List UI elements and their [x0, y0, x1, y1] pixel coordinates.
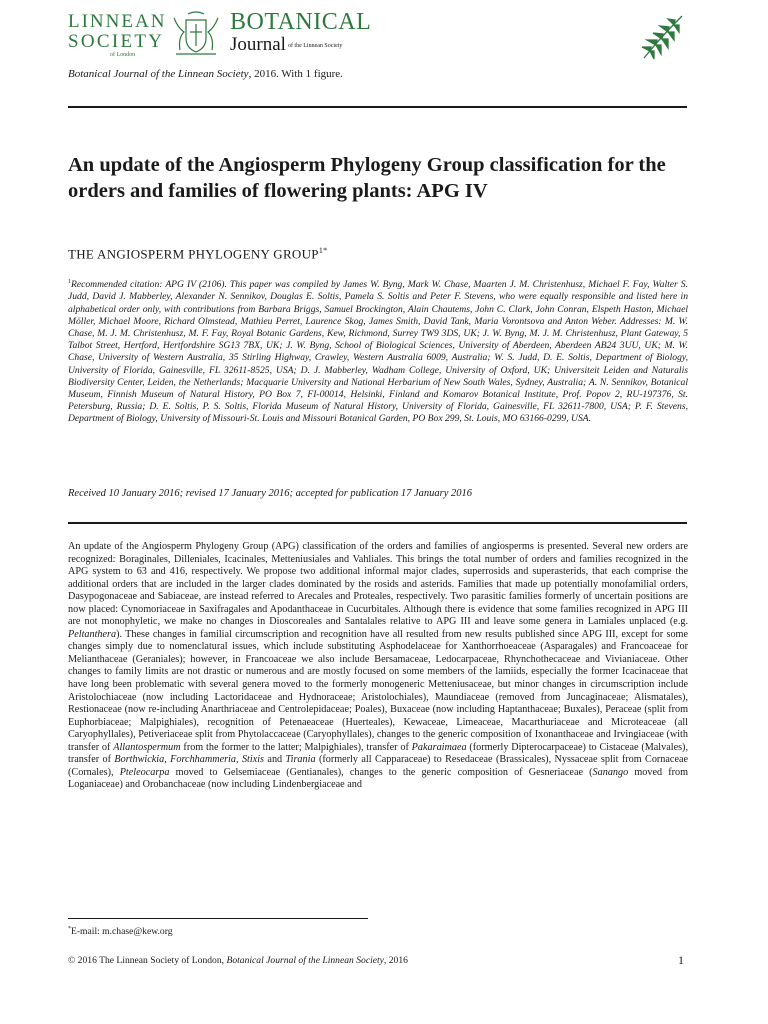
abstract-italic: Sanango — [592, 766, 629, 778]
abstract-italic: Peltanthera — [68, 628, 117, 640]
abstract-text: An update of the Angiosperm Phylogeny Group (APG) classification of the orders and families of angiosperms is presented. Several new orders are recognized: Boraginales, Dilleniales, Icacinales, Metteniusiales and Vahliales. This brings the total number of orders and families recognized in the APG system to 63 and 416, respectively. We propose two additional informal major clades, superrosids and superasterids, that each comprise the additional orders that are included in the larger clades dominated by the rosids and asterids. Families that made up potentially monofamilial orders, Dasypogonaceae and Sabiaceae, are instead referred to Arecales and Proteales, respectively. Two parasitic families formerly of uncertain positions are now placed: Cynomoriaceae in Saxifragales and Apodanthaceae in Cucurbitales. Although there is evidence that some families recognized in APG III are not monophyletic, we make no changes in Dioscoreales and Santalales relative to APG III and leave some genera in Lamiales unplaced (e.g. — [68, 541, 688, 628]
abstract-text: ). These changes in familial circumscription and recognition have all resulted from new results published since APG III, except for some changes simply due to nomenclatural issues, which include substituting Asphodelaceae for Xanthorrhoeaceae (Asparagales) and Francoaceae for Melianthaceae (Geraniales); however, in Francoaceae we also include Bersamaceae, Ledocarpaceae, Rhynchothecaceae and Vivianiaceae. Other changes to family limits are not drastic or numerous and are mostly focused on some members of the lamiids, especially the former Icacinaceae that have long been problematic with several genera moved to the formerly monogeneric Metteniusaceae, but minor changes in circumscription include Aristolochiaceae (now including Lactoridaceae and Hydnoraceae; Aristolochiales), Maundiaceae (removed from Juncaginaceae; Alismatales), Restionaceae (now re-including Anarthriaceae and Centrolepidaceae; Poales), Buxaceae (now including Haptanthaceae; Buxales), Peraceae (split from Euphorbiaceae; Malpighiales), recognition of Petenaeaceae (Huerteales), Kewaceae, Limeaceae, Macarthuriaceae and Microteaceae (all Caryophyllales), Petiveriaceae split from Phytolaccaceae (Caryophyllales), changes to the generic composition of Ixonanthaceae and Irvingiaceae (with transfer of — [68, 628, 688, 753]
citation-journal: Botanical Journal of the Linnean Society — [68, 68, 249, 80]
society-crest-icon — [166, 10, 226, 60]
email-text: E-mail: m.chase@kew.org — [71, 926, 173, 938]
corresponding-email — [68, 926, 173, 937]
journal-masthead — [68, 10, 688, 62]
abstract-italic: Forchhammeria — [170, 754, 236, 766]
abstract-text: moved from Loganiaceae) and Orobanchaceae (now including Lindenbergiaceae and — [68, 766, 689, 791]
article-authors — [68, 246, 327, 262]
society-line3: of London — [110, 52, 136, 58]
footnote-rule — [68, 918, 368, 919]
abstract-italic: Pakaraimaea — [411, 741, 467, 753]
abstract-text: (formerly all Capparaceae) to Resedaceae (Brassicales), Nyssaceae split from Cornaceae (Cornales), — [68, 754, 689, 778]
abstract-text: and — [264, 754, 286, 766]
abstract-text: from the former to the latter; Malpighiales), transfer of — [180, 741, 412, 753]
society-line1: LINNEAN — [68, 11, 167, 32]
authors-name: THE ANGIOSPERM PHYLOGENY GROUP — [68, 246, 319, 262]
citation-rest: , 2016. With 1 figure. — [248, 68, 343, 80]
author-footnote — [68, 276, 688, 426]
linnean-society-logo — [68, 11, 167, 58]
fern-leaf-icon — [636, 12, 688, 62]
email-marker: * — [68, 926, 71, 932]
article-title: An update of the Angiosperm Phylogeny Group classification for the orders and families of flowering plants: APG IV — [68, 154, 666, 202]
abstract-text: (formerly Dipterocarpaceae) to Cistaceae (Malvales), transfer of — [68, 741, 688, 766]
abstract-italic: Pteleocarpa — [119, 766, 170, 778]
copyright-text: © 2016 The Linnean Society of London, — [68, 955, 227, 966]
journal-name: BOTANICAL — [230, 9, 372, 35]
abstract-italic: Stixis — [241, 754, 265, 766]
footnote-text: Recommended citation: APG IV (2106). This paper was compiled by James W. Byng, Mark W. Chase, Maarten J. M. Christenhusz, Michael F. Fay, Walter S. Judd, David J. Mabberley, Alexander N. Sennikov, Douglas E. Soltis, Pamela S. Soltis and Peter F. Stevens, who were equally responsible and listed here in alphabetical order only, with contributions from Barbara Briggs, Samuel Brockington, Alain Chautems, John C. Clark, John Conran, Elspeth Haston, Michael Möller, Michael Moore, Richard Olmstead, Mathieu Perret, Laurence Skog, James Smith, David Tank, Maria Vorontsova and Anton Weber. Addresses: M. W. Chase, M. J. M. Christenhusz, M. F. Fay, Royal Botanic Gardens, Kew, Richmond, Surrey TW9 3DS, UK; J. W. Byng, M. J. M. Christenhusz, Plant Gateway, 5 Talbot Street, Hertford, Hertfordshire SG13 7BX, UK; J. W. Byng, School of Biological Sciences, University of Aberdeen, Aberdeen AB24 3UU, UK; M. W. Chase, University of Western Australia, 35 Stirling Highway, Crawley, Western Australia 6009, Australia; W. S. Judd, D. E. Soltis, Department of Biology, University of Florida, Gainesville, FL 32611-8525, USA; D. J. Mabberley, Wadham College, University of Oxford, UK; Universiteit Leiden and Naturalis Biodiversity Center, Leiden, the Netherlands; Macquarie University and National Herbarium of New South Wales, Sydney, Australia; A. N. Sennikov, Botanical Museum, Finnish Museum of Natural History, PO Box 7, FI-00014, Helsinki, Finland and Komarov Botanical Institute, Prof. Popov 2, RU-197376, St. Petersburg, Russia; D. E. Soltis, P. S. Soltis, Florida Museum of Natural History, University of Florida, Gainesville, FL 32611-7800, USA; P. F. Stevens, Department of Biology, University of Missouri-St. Louis and Missouri Botanical Garden, PO Box 299, St. Louis, MO 63166-0299, USA. — [68, 279, 688, 425]
abstract-italic: Allantospermum — [113, 741, 181, 753]
citation-line — [68, 68, 343, 80]
abstract-text: , — [164, 754, 171, 766]
abstract-italic: Borthwickia — [114, 754, 165, 766]
authors-sup: 1* — [318, 246, 328, 255]
header-rule — [68, 106, 687, 108]
abstract-text: moved to Gelsemiaceae (Gentianales), changes to the generic composition of Gesneriaceae ( — [169, 766, 593, 778]
copyright-line — [68, 955, 408, 966]
copyright-year: , 2016 — [383, 955, 408, 966]
abstract-rule — [68, 522, 687, 524]
journal-title — [230, 10, 371, 56]
society-line2: SOCIETY — [68, 31, 165, 52]
received-dates: Received 10 January 2016; revised 17 January 2016; accepted for publication 17 January 2016 — [68, 488, 473, 499]
journal-of: of the Linnean Society — [287, 42, 343, 49]
abstract-text: , — [236, 754, 242, 766]
copyright-journal: Botanical Journal of the Linnean Society — [226, 955, 384, 966]
abstract-italic: Tirania — [285, 754, 316, 766]
footnote-marker: 1 — [68, 279, 71, 285]
abstract — [68, 541, 688, 792]
journal-subtitle — [230, 34, 371, 56]
page-number: 1 — [678, 953, 684, 967]
journal-word: Journal — [230, 34, 286, 55]
